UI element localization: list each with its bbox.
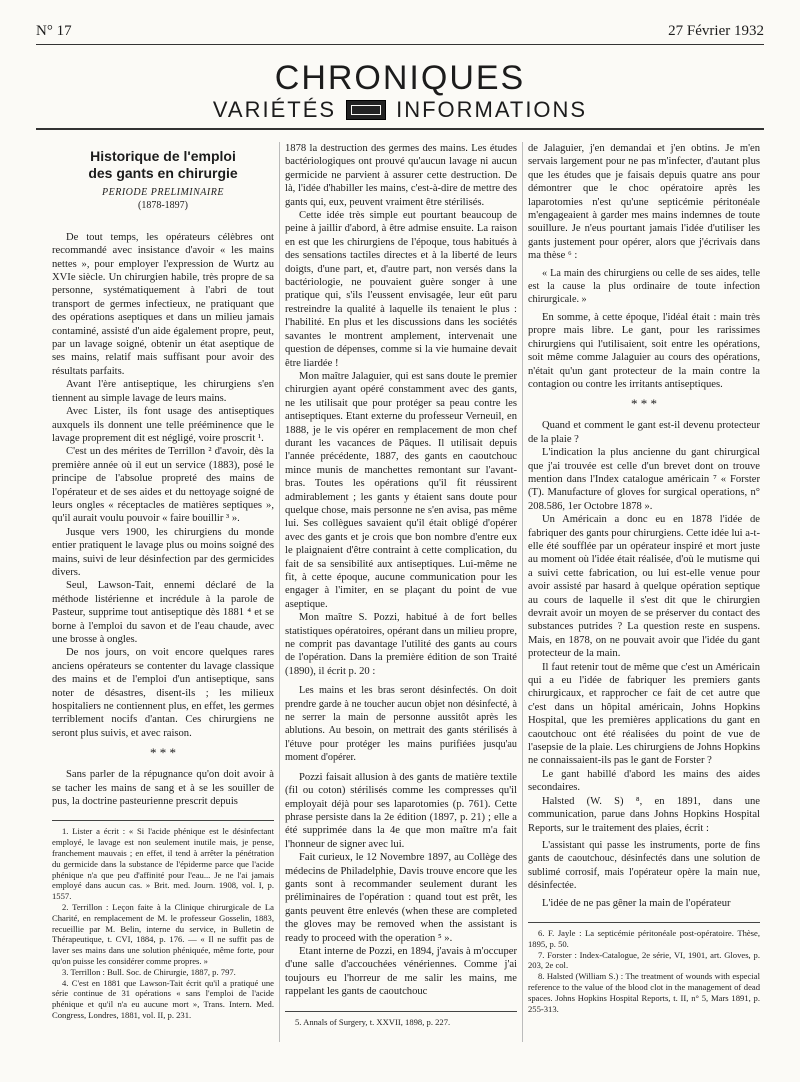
paragraph: de Jalaguier, j'en demandai et j'en obtins. Je m'en servais largement pour ne pas m'infecter, d'autant plus que les études que je faisais depuis quatre ans pour démontrer que le choc opératoire après les laparotomies n'est qu'une septicémie péritonéale m'engageaient à garder mes mains indemnes de toute souillure. Je n'eus pourtant jamais l'idée d'utiliser les gants justement pour opérer, alors que j'écrivais dans ma thèse ⁶ : bbox=[528, 143, 760, 262]
article-dates: (1878-1897) bbox=[138, 200, 188, 212]
footnote: 2. Terrillon : Leçon faite à la Clinique chirurgicale de La Charité, en remplacement de M. le professeur Gosselin, 1883, recueillie par M. Belin, interne du service, in Bulletin de Thérapeutique, t. CVI, 1884, p. 176. — « Il ne suffit pas de laver ses mains dans une solution phéniquée, même forte, pour qu'on puisse les considérer comme propres. » bbox=[52, 902, 274, 967]
masthead-subtitle bbox=[0, 96, 800, 124]
paragraph: Fait curieux, le 12 Novembre 1897, au Collège des médecins de Philadelphie, Davis trouve encore que les gants sont à recommander seulement durant les préliminaires de l'opération : quand tout est prêt, les gants peuvent être enlevés (when these are completed the gloves may be removed when the assistant is ready to proceed with the operation ⁵ ». bbox=[285, 852, 517, 944]
masthead-left: VARIÉTÉS bbox=[212, 97, 337, 122]
paragraph: De tout temps, les opérateurs célèbres ont recommandé avec insistance d'avoir « les mains nettes », pour employer l'expression de Wurtz au XVIe siècle. Un chirurgien habile, très propre de sa personne, systématiquement à l'abri de tout transport de germes infectieux, ne pratiquant que des opérations aseptiques et dans un milieu jamais contaminé, assisté d'un aide également propre, peut, par un lavage soigné, obtenir un état aseptique de ses mains, relatif mais suffisant pour avoir des résultats parfaits. bbox=[52, 231, 274, 377]
paragraph: L'indication la plus ancienne du gant chirurgical que j'ai trouvée est celle d'un brevet dont on trouve mention dans l'Index catalogue américain ⁷ « Forster (T). Manufacture of gloves for surgical operations, n° 208.586, 1er Octobre 1878 ». bbox=[528, 447, 760, 512]
footnotes bbox=[528, 922, 760, 1014]
page-header bbox=[36, 14, 764, 40]
column-divider bbox=[279, 142, 280, 1042]
paragraph: C'est un des mérites de Terrillon ² d'avoir, dès la première année où il eut un service (1883), posé le principe de l'absolue propreté des mains de l'opérateur et de ses aides et du nettoyage soigné de leurs ongles « réceptacles de matières septiques », qu'il aurait voulu pouvoir « faire bouillir ³ ». bbox=[52, 446, 274, 525]
column-3 bbox=[528, 142, 760, 1042]
column-1 bbox=[52, 142, 274, 1042]
paragraph: Quand et comment le gant est-il devenu protecteur de la plaie ? bbox=[528, 420, 760, 445]
footnote: 5. Annals of Surgery, t. XXVII, 1898, p. 227. bbox=[295, 1016, 451, 1027]
paragraph: Sans parler de la répugnance qu'on doit avoir à se tacher les mains de sang et à se les souiller de pus, la doctrine pasteurienne prescrit depuis bbox=[52, 769, 274, 808]
quote: « La main des chirurgiens ou celle de ses aides, telle est la cause la plus ordinaire de toute infection chirurgicale. » bbox=[528, 267, 760, 306]
paragraph: Jusque vers 1900, les chirurgiens du monde entier pratiquent le lavage plus ou moins soigné des mains, suivi de leur désinfection par des germicides divers. bbox=[52, 526, 274, 578]
paragraph: Le gant habillé d'abord les mains des aides secondaires. bbox=[528, 768, 760, 794]
paragraph: Seul, Lawson-Tait, ennemi déclaré de la méthode listérienne et incrédule à la parole de Pasteur, supprime tout antiseptique dès 1881 ⁴ et se borne à l'emploi du savon et de l'eau chaude, avec une brosse à ongles. bbox=[52, 580, 274, 645]
paragraph: Pozzi faisait allusion à des gants de matière textile (fil ou coton) stérilisés comme les compresses qu'il employait déjà pour ses laparotomies (p. 761). Cette phrase persiste dans la 2e édition (1897, p. 21) ; elle a été supprimée dans la 4e que mon maître m'a fait l'honneur de signer avec lui. bbox=[285, 771, 517, 850]
issue-date: 27 Février 1932 bbox=[668, 23, 764, 39]
header-rule bbox=[36, 44, 764, 45]
footnote: 1. Lister a écrit : « Si l'acide phénique est le désinfectant employé, le lavage est non seulement inutile mais, je pense, franchement mauvais ; en effet, il tend à arrêter la pénétration du germicide dans la substance de l'épiderme parce que l'acide phénique n'a que peu d'affinité pour l'eau... Je ne l'ai jamais employé dans aucun cas. » Brit. med. Journ. 1908, vol. I, p. 1557. bbox=[52, 826, 274, 902]
section-separator: * * * bbox=[150, 745, 176, 761]
paragraph: Halsted (W. S) ⁸, en 1891, dans une communication, parue dans Johns Hopkins Hospital Reports, sur le traitement des plaies, écrit : bbox=[528, 795, 760, 834]
paragraph: L'idée de ne pas gêner la main de l'opérateur bbox=[542, 897, 731, 909]
footnote: 4. C'est en 1881 que Lawson-Tait écrit qu'il a pratiqué une série continue de 31 opérations « sans l'emploi de l'acide phénique et qu'il n'a eu aucune mort », Trans. Intern. Med. Congress, Londres, 1881, vol. II, p. 231. bbox=[52, 977, 274, 1021]
footnotes bbox=[52, 820, 274, 1020]
paragraph: Un Américain a donc eu en 1878 l'idée de fabriquer des gants pour chirurgiens. Cette idée lui a-t-elle été soufflée par un opérateur inspiré et mort juste au moment où l'idée était réalisée, d'où le mutisme qui a suivi cette fabrication, ou lui est-elle venue pour avoir assisté par hasard à quelque opération septique au cours de laquelle il s'est dit que le chirurgien devrait avoir un moyen de se préserver du contact des substances putrides ? La question reste en suspens. Mais, en 1878, on ne pouvait avoir que l'idée du gant protecteur de la main. bbox=[528, 514, 760, 660]
footnote: 3. Terrillon : Bull. Soc. de Chirurgie, 1887, p. 797. bbox=[62, 966, 236, 977]
column-2 bbox=[285, 142, 517, 1042]
paragraph: Mon maître Jalaguier, qui est sans doute le premier chirurgien ayant opéré constamment avec des gants, ne les utilisait que pour protéger sa peau contre les antiseptiques. Etant externe du professeur Verneuil, en 1888, je le vis opérer en remplacement de mon chef durant les vacances de Pâques. Il utilisait depuis l'année précédente, 1887, des gants en caoutchouc mince munis de manchettes remontant sur l'avant-bras. Toutes les opérations qu'il fit réussirent admirablement ; les gants y étaient sans doute pour quelque chose, mais personne ne s'en avisa, pas même lui. Ses collègues savaient qu'il était obligé d'opérer avec des gants et je crois que bon nombre d'entre eux le plaignaient d'être contraint à cette complication, du fait de sa sensibilité aux antiseptiques. Lui-même ne fit, à cette époque, aucune communication pour les engager à l'imiter, en se plaçant du point de vue aseptique. bbox=[285, 370, 517, 610]
paragraph: De nos jours, on voit encore quelques rares anciens opérateurs se contenter du lavage classique des mains et de l'emploi d'un antiseptique, sans noter de désastres, disent-ils ; les milieux hospitaliers ne contiennent plus, en effet, les germes terriblement nocifs d'antan. Ces chirurgiens ne seront plus suivis, et avec raison. bbox=[52, 647, 274, 739]
quote: Les mains et les bras seront désinfectés. On doit prendre garde à ne toucher aucun objet non désinfecté, à ne serrer la main de personne aussitôt après les ablutions. Au besoin, on mettrait des gants stérilisés à l'étuve pour protéger les mains purifiées jusqu'au moment d'opérer. bbox=[285, 685, 517, 764]
paragraph: Il faut retenir tout de même que c'est un Américain qui a eu l'idée de fabriquer les premiers gants chirurgicaux, et rapprocher ce fait de cet autre que c'est dans un hôpital américain, Johns Hopkins Hospital, que les premières applications du gant en caoutchouc ont été réalisées du point de vue de l'asepsie de la plaie. Les chirurgiens de Johns Hopkins ne connaissaient-ils pas le gant de Forster ? bbox=[528, 661, 760, 767]
article-title: Historique de l'emploi des gants en chirurgie bbox=[88, 148, 238, 181]
masthead bbox=[0, 60, 800, 124]
column-divider bbox=[522, 142, 523, 1042]
article-subtitle: PERIODE PRELIMINAIRE bbox=[102, 187, 224, 198]
paragraph: Cette idée très simple eut pourtant beaucoup de peine à jaillir d'abord, à être admise ensuite. La raison en est que les chirurgiens de l'époque, tous habitués à des sensations tactiles directes et à la liberté de leurs doigts, d'une part, et, d'autre part, non versés dans la bactériologie, ne pouvaient guère songer à une pratique qui, s'ils l'eussent envisagée, leur eût paru restreindre la qualité à laquelle ils tenaient le plus : l'habilité. En plus et les discussions dans les sociétés savantes le montrent amplement, intervenait une question de dépenses, comme si la vie humaine devait être liardée ! bbox=[285, 210, 517, 369]
paragraph: Etant interne de Pozzi, en 1894, j'avais à m'occuper d'une salle d'accouchées vénériennes. Comme j'ai toujours eu l'horreur de me salir les mains, me rappelant les gants de caoutchouc bbox=[285, 945, 517, 998]
masthead-rule bbox=[36, 128, 764, 130]
section-separator: * * * bbox=[631, 396, 657, 412]
paragraph: 1878 la destruction des germes des mains. Les études bactériologiques ont prouvé qu'aucun lavage ni aucun germicide ne parvient à assurer cette destruction. De là, l'idée d'habiller les mains, c'est-à-dire de mettre des gants qui, eux, peuvent vraiment être stérilisés. bbox=[285, 143, 517, 208]
paragraph: Mon maître S. Pozzi, habitué à de fort belles statistiques opératoires, opérant dans un milieu propre, ne comprit pas davantage l'utilité des gants au cours de l'opération. Dans la première édition de son Traité (1890), il écrit p. 20 : bbox=[285, 612, 517, 677]
footnote: 7. Forster : Index-Catalogue, 2e série, VI, 1901, art. Gloves, p. 203, 2e col. bbox=[528, 949, 760, 971]
masthead-title: CHRONIQUES bbox=[274, 59, 526, 97]
ornament-icon bbox=[346, 100, 386, 120]
footnote: 8. Halsted (William S.) : The treatment of wounds with especial reference to the value of the blood clot in the management of dead spaces. Johns Hopkins Hospital Reports, t. II, n° 5, Mars 1891, p. 255-313. bbox=[528, 971, 760, 1014]
paragraph: Avec Lister, ils font usage des antiseptiques auxquels ils donnent une telle prééminence que le lavage proprement dit est négligé, voire proscrit ¹. bbox=[52, 406, 274, 444]
paragraph: Avant l'ère antiseptique, les chirurgiens s'en tiennent au simple lavage de leurs mains. bbox=[52, 379, 274, 404]
issue-number: N° 17 bbox=[36, 23, 72, 39]
quote: L'assistant qui passe les instruments, porte de fins gants de caoutchouc, désinfectés dans une solution de sublimé corrosif, mais l'opérateur opère la main nue, désinfectée. bbox=[528, 839, 760, 892]
footnote: 6. F. Jayle : La septicémie péritonéale post-opératoire. Thèse, 1895, p. 50. bbox=[528, 927, 760, 949]
paragraph: En somme, à cette époque, l'idéal était : main très propre mais libre. Le gant, pour les rarissimes chirurgiens qui l'utilisaient, soit entre les opérations, soit même comme Jalaguier au cours des opérations, n'était qu'un gant protecteur de la main contre la contagion ou contre les irritants antiseptiques. bbox=[528, 311, 760, 390]
masthead-right: INFORMATIONS bbox=[396, 97, 588, 122]
footnotes bbox=[285, 1011, 517, 1028]
